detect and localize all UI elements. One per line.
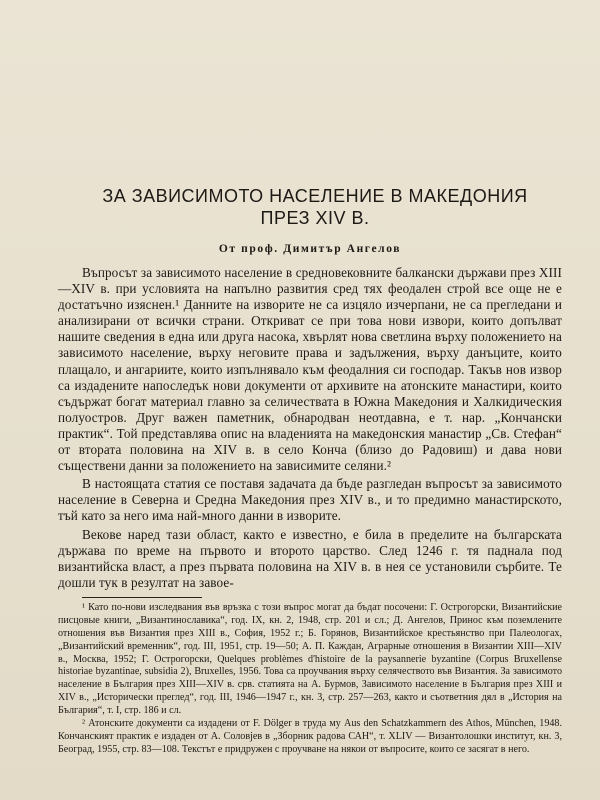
- footnotes: [58, 602, 562, 757]
- paragraph-3: Векове наред тази област, както е известно, е била в пределите на българската държава по време на първото и второто царство. След 1246 г. тя паднала под византийска власт, а през първата половина на XIV в. в нея се установили сърбите. Те дошли тук в резултат на завое-: [58, 526, 562, 590]
- paragraph-2: В настоящата статия се поставя задачата да бъде разгледан въпросът за зависимото население в Северна и Средна Македония през XIV в., и то предимно манастирското, тъй като за него има най-много данни в изворите.: [58, 476, 562, 524]
- footnote-2: ² Атонските документи са издадени от F. Dölger в труда му Aus den Schatzkammern des Athos, München, 1948. Кончанският практик е издаден от А. Соловјев в „Зборник радова САН“, т. XLIV — Византолошки институт, кн. 3, Београд, 1955, стр. 83—108. Текстът е придружен с проучване на някои от въпросите, които се засягат в него.: [58, 718, 562, 755]
- footnote-1: ¹ Като по-нови изследвания във връзка с този въпрос могат да бъдат посочени: Г. Острогорски, Византийские писцовые книги, „Византинославика“, год. IX, кн. 2, 1948, стр. 201 и сл.; Д. Ангелов, Принос към поземлените отношения във Византия през XIII в., София, 1952 г.; Б. Горянов, Византийское крестьянство при Палеологах, „Византийский временник“, год. III, 1951, стр. 19—50; А. П. Каждан, Аграрные отношения в Византии XIII—XIV в., Москва, 1952; Г. Острогорски, Quelques problèmes d'histoire de la paysannerie byzantine (Corpus Bruxellense historiae byzantinae, subsidia 2), Bruxelles, 1956. Това са проучвания върху селячеството във Византия. За зависимото население в България през XIII—XIV в. срв. статията на А. Бурмов, Зависимото население в България през XIII и XIV в., „Исторически преглед“, год. III, 1946—1947 г., кн. 3, стр. 257—263, както и съответния дял в „История на България“, т. I, стр. 186 и сл.: [58, 601, 562, 717]
- title-line-1: ЗА ЗАВИСИМОТО НАСЕЛЕНИЕ В МАКЕДОНИЯ: [102, 186, 528, 206]
- footnote-divider: [82, 597, 202, 598]
- article-title: [68, 185, 562, 229]
- title-line-2: ПРЕЗ XIV В.: [260, 208, 370, 228]
- article-body: [58, 265, 562, 591]
- paragraph-1: Въпросът за зависимото население в средновековните балкански държави през XIII—XIV в. при условията на напълно развития сред тях феодален строй все още не е достатъчно изяснен.¹ Данните на изворите не са изцяло изчерпани, не са прегледани и анализирани от всички страни. Откриват се при това нови извори, които допълват нашите сведения в една или друга насока, хвърлят нова светлина върху положението на зависимото население, върху неговите права и задължения, върху данъците, които плащало, и ангариите, които изпълнявало към феодалния си господар. Такъв нов извор са издадените напоследък нови документи от архивите на атонските манастири, които съдържат богат материал главно за селичествата в Южна Македония и Халкидическия полуостров. Друг важен паметник, обнародван неотдавна, е т. нар. „Кончански практик“. Той представлява опис на владенията на македонския манастир „Св. Стефан“ от втората половина на XIV в. в село Конча (близо до Радовиш) и дава нови съществени данни за положението на зависимите селяни.²: [58, 265, 562, 474]
- author-line: От проф. Димитър Ангелов: [218, 243, 402, 255]
